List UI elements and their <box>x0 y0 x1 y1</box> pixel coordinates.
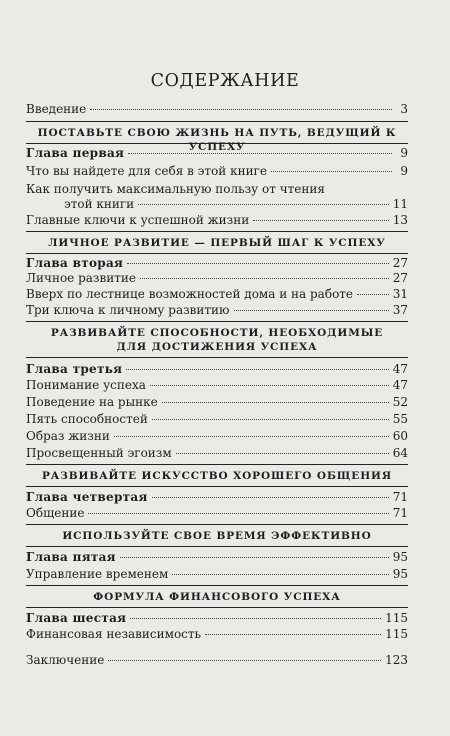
entry-page: 55 <box>392 412 408 426</box>
entry-page: 95 <box>392 550 408 564</box>
section-heading: ЛИЧНОЕ РАЗВИТИЕ — ПЕРВЫЙ ШАГ К УСПЕХУ <box>48 237 386 249</box>
entry-label: Личное развитие <box>26 271 136 285</box>
entry-page: 37 <box>392 303 408 317</box>
entry-label: Введение <box>26 102 87 116</box>
chapter-entry[interactable] <box>26 610 408 626</box>
entry-label: Общение <box>26 506 85 520</box>
leader-dots <box>127 263 388 264</box>
toc-entry[interactable] <box>26 377 408 393</box>
toc-entry[interactable] <box>26 505 408 521</box>
chapter-label: Глава пятая <box>26 550 116 564</box>
leader-dots <box>234 310 389 311</box>
leader-dots <box>205 634 381 635</box>
section-heading: РАЗВИВАЙТЕ СПОСОБНОСТИ, НЕОБХОДИМЫЕ <box>50 327 384 339</box>
entry-label: Управление временем <box>26 567 169 581</box>
leader-dots <box>172 574 388 575</box>
leader-dots <box>108 660 381 661</box>
chapter-label: Глава вторая <box>26 256 124 270</box>
leader-dots <box>128 153 392 154</box>
toc-entry[interactable] <box>26 212 408 228</box>
section-rule <box>26 143 408 144</box>
leader-dots <box>357 294 389 295</box>
leader-dots <box>152 497 389 498</box>
toc-entry[interactable] <box>26 163 408 179</box>
section-rule <box>26 524 408 525</box>
entry-page: 47 <box>392 362 408 376</box>
leader-dots <box>152 419 389 420</box>
section-rule <box>26 357 408 358</box>
entry-label: Просвещенный эгоизм <box>26 446 172 460</box>
chapter-entry[interactable] <box>26 145 408 161</box>
entry-label: Вверх по лестнице возможностей дома и на работе <box>26 287 354 301</box>
entry-label: Финансовая независимость <box>26 627 202 641</box>
chapter-entry[interactable] <box>26 255 408 271</box>
toc-entry[interactable] <box>26 270 408 286</box>
leader-dots <box>90 109 392 110</box>
toc-entry[interactable] <box>26 286 408 302</box>
leader-dots <box>88 513 388 514</box>
leader-dots <box>138 204 389 205</box>
entry-label: Главные ключи к успешной жизни <box>26 213 250 227</box>
entry-page: 115 <box>385 627 408 641</box>
entry-page: 64 <box>392 446 408 460</box>
section-rule <box>26 607 408 608</box>
section-heading-line2: ДЛЯ ДОСТИЖЕНИЯ УСПЕХА <box>116 341 318 353</box>
entry-page: 31 <box>392 287 408 301</box>
entry-label: Как получить максимальную пользу от чтения <box>26 182 325 196</box>
entry-label-continued: этой книги <box>64 197 135 211</box>
section-rule <box>26 121 408 122</box>
toc-entry-intro[interactable] <box>26 101 408 117</box>
entry-page: 11 <box>392 197 408 211</box>
entry-label: Заключение <box>26 653 105 667</box>
entry-page: 47 <box>392 378 408 392</box>
section-heading: РАЗВИВАЙТЕ ИСКУССТВО ХОРОШЕГО ОБЩЕНИЯ <box>42 470 392 482</box>
section-rule <box>26 464 408 465</box>
chapter-label: Глава шестая <box>26 611 127 625</box>
entry-page: 52 <box>392 395 408 409</box>
chapter-entry[interactable] <box>26 489 408 505</box>
chapter-label: Глава четвертая <box>26 490 148 504</box>
toc-entry[interactable] <box>26 428 408 444</box>
toc-entry[interactable] <box>26 394 408 410</box>
chapter-entry[interactable] <box>26 361 408 377</box>
entry-page: 27 <box>392 256 408 270</box>
entry-page: 71 <box>392 490 408 504</box>
chapter-entry[interactable] <box>26 549 408 565</box>
leader-dots <box>162 402 389 403</box>
entry-label: Понимание успеха <box>26 378 146 392</box>
entry-page: 9 <box>400 146 408 160</box>
entry-page: 13 <box>392 213 408 227</box>
leader-dots <box>271 171 392 172</box>
chapter-label: Глава первая <box>26 146 125 160</box>
leader-dots <box>114 436 389 437</box>
entry-page: 60 <box>392 429 408 443</box>
section-rule <box>26 486 408 487</box>
toc-entry[interactable] <box>26 626 408 642</box>
toc-entry[interactable] <box>26 445 408 461</box>
chapter-label: Глава третья <box>26 362 123 376</box>
entry-label: Что вы найдете для себя в этой книге <box>26 164 267 178</box>
entry-page: 71 <box>392 506 408 520</box>
section-heading: ФОРМУЛА ФИНАНСОВОГО УСПЕХА <box>93 591 341 603</box>
section-rule <box>26 585 408 586</box>
toc-entry[interactable] <box>26 181 408 197</box>
entry-label: Поведение на рынке <box>26 395 158 409</box>
toc-entry[interactable] <box>26 566 408 582</box>
toc-entry[interactable] <box>26 302 408 318</box>
section-rule <box>26 231 408 232</box>
entry-page: 9 <box>400 164 408 178</box>
toc-entry-continued[interactable] <box>26 196 408 212</box>
entry-label: Пять способностей <box>26 412 148 426</box>
entry-label: Три ключа к личному развитию <box>26 303 230 317</box>
entry-page: 95 <box>392 567 408 581</box>
leader-dots <box>120 557 389 558</box>
entry-page: 123 <box>385 653 408 667</box>
section-rule <box>26 253 408 254</box>
leader-dots <box>130 618 381 619</box>
entry-page: 115 <box>385 611 408 625</box>
entry-label: Образ жизни <box>26 429 110 443</box>
entry-page: 27 <box>392 271 408 285</box>
entry-page: 3 <box>400 102 408 116</box>
leader-dots <box>253 220 388 221</box>
section-rule <box>26 321 408 322</box>
leader-dots <box>176 453 389 454</box>
section-heading: ПОСТАВЬТЕ СВОЮ ЖИЗНЬ НА ПУТЬ, ВЕДУЩИЙ К УСПЕХУ <box>37 127 397 153</box>
leader-dots <box>140 278 389 279</box>
toc-entry-conclusion[interactable] <box>26 652 408 668</box>
toc-entry[interactable] <box>26 411 408 427</box>
page-title: СОДЕРЖАНИЕ <box>150 71 300 91</box>
section-heading: ИСПОЛЬЗУЙТЕ СВОЕ ВРЕМЯ ЭФФЕКТИВНО <box>62 530 372 542</box>
section-rule <box>26 546 408 547</box>
leader-dots <box>150 385 389 386</box>
leader-dots <box>126 369 388 370</box>
